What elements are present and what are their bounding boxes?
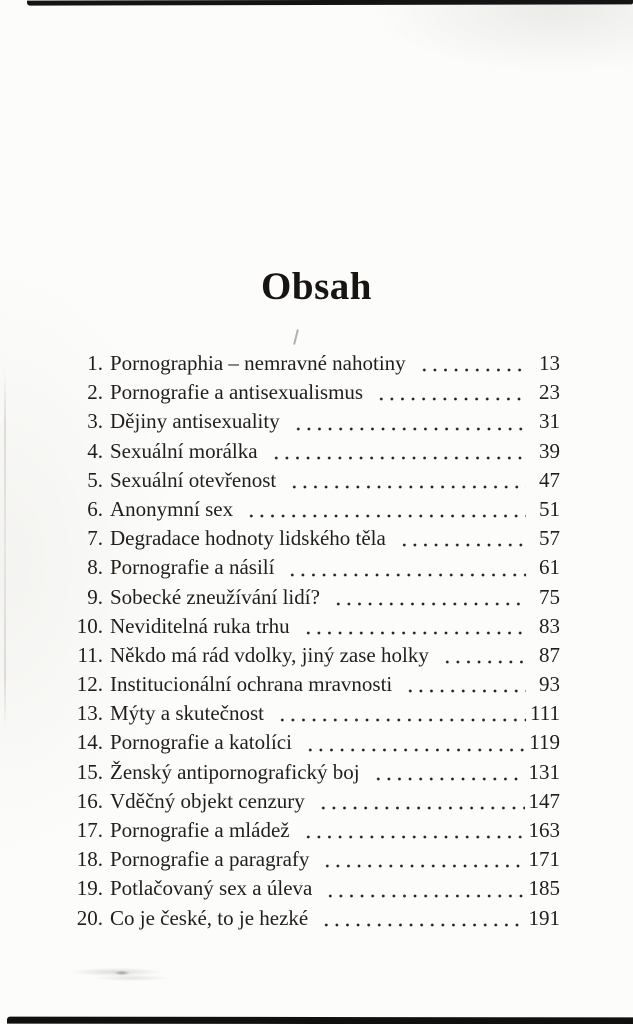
toc-entry-title: Anonymní sex	[110, 496, 234, 521]
toc-entry	[65, 670, 560, 699]
toc-entry-title: Pornografie a antisexualismus	[110, 380, 364, 405]
dot-leader	[244, 495, 526, 524]
toc-entry	[65, 349, 560, 378]
dot-leader	[319, 904, 524, 933]
dot-leader	[371, 758, 525, 787]
toc-entry-page: 131	[528, 759, 560, 784]
toc-entry-number: 2.	[87, 380, 103, 405]
toc-entry-number: 14.	[76, 730, 103, 755]
dot-leader	[301, 612, 526, 641]
toc-entry-page: 57	[539, 526, 560, 551]
scan-smudge	[72, 963, 192, 981]
toc-entry	[65, 641, 560, 670]
toc-entry-number: 7.	[87, 526, 103, 551]
toc-entry-page: 147	[528, 788, 560, 813]
toc-entry-page: 83	[539, 613, 560, 638]
toc-entry-page: 111	[530, 701, 560, 726]
toc-entry-page: 31	[539, 409, 560, 434]
toc-entry-title: Pornografie a katolíci	[110, 730, 292, 755]
toc-entry-number: 4.	[87, 438, 103, 463]
dot-leader	[269, 437, 526, 466]
toc-entry-title: Dějiny antisexuality	[110, 409, 280, 434]
toc-entry-title: Někdo má rád vdolky, jiný zase holky	[110, 642, 429, 667]
dot-leader	[403, 670, 526, 699]
toc-entry-page: 191	[528, 905, 560, 930]
toc-entry-number: 5.	[87, 467, 103, 492]
toc-entry	[65, 378, 560, 407]
dot-leader	[417, 349, 526, 378]
toc-entry-number: 15.	[76, 759, 103, 784]
toc-entry-title: Sobecké zneužívání lidí?	[110, 584, 320, 609]
toc-entry	[65, 904, 560, 933]
scan-edge-bottom	[7, 1017, 633, 1024]
toc-entry	[65, 524, 560, 553]
toc-entry	[65, 787, 560, 816]
toc-entry-number: 3.	[87, 409, 103, 434]
toc-entry-number: 18.	[76, 847, 103, 872]
toc-entry	[65, 758, 560, 787]
toc-entry-page: 171	[528, 847, 560, 872]
toc-entry	[65, 699, 560, 728]
dot-leader	[331, 583, 526, 612]
toc-entry-number: 12.	[76, 672, 103, 697]
toc-entry-title: Sexuální otevřenost	[110, 467, 277, 492]
dot-leader	[374, 378, 526, 407]
toc-entry	[65, 874, 560, 903]
toc-entry-number: 13.	[76, 701, 103, 726]
toc-entry	[65, 495, 560, 524]
toc-entry-number: 17.	[76, 818, 103, 842]
toc-entry-title: Potlačovaný sex a úleva	[110, 876, 313, 901]
toc-entry-title: Degradace hodnoty lidského těla	[110, 526, 386, 551]
toc-entry-page: 75	[539, 584, 560, 609]
toc-entry-number: 16.	[76, 788, 103, 813]
toc-entry-title: Mýty a skutečnost	[110, 701, 264, 726]
toc-entry-page: 185	[528, 876, 560, 901]
toc-entry	[65, 437, 560, 466]
dot-leader	[301, 816, 525, 845]
toc-entry	[65, 816, 560, 845]
toc-entry	[65, 407, 560, 436]
toc-entry-title: Pornographia – nemravné nahotiny	[110, 351, 406, 375]
toc-entry	[65, 466, 560, 495]
toc-entry	[65, 728, 560, 757]
dot-leader	[440, 641, 526, 670]
dot-leader	[323, 874, 524, 903]
toc-entry	[65, 845, 560, 874]
scan-edge-top	[27, 0, 633, 6]
toc-entry	[65, 553, 560, 582]
toc-entry-page: 39	[539, 438, 560, 463]
toc-entry-page: 87	[539, 642, 560, 667]
toc-entry	[65, 612, 560, 641]
toc-entry-page: 119	[529, 730, 560, 755]
toc-entry-title: Vděčný objekt cenzury	[110, 788, 305, 813]
dot-leader	[397, 524, 526, 553]
toc-entry-page: 163	[528, 818, 560, 842]
toc-entry-page: 61	[539, 555, 560, 580]
dot-leader	[316, 787, 525, 816]
toc-entry-title: Co je české, to je hezké	[110, 905, 309, 930]
toc-entry-number: 1.	[87, 351, 103, 375]
toc-entry-title: Pornografie a násilí	[110, 555, 275, 580]
dot-leader	[291, 407, 526, 436]
page-title: Obsah	[261, 265, 372, 308]
toc-entry-title: Ženský antipornografický boj	[110, 759, 360, 784]
toc-entry-number: 19.	[76, 876, 103, 901]
toc-list	[65, 349, 560, 933]
toc-entry-title: Pornografie a mládež	[110, 818, 290, 842]
toc-entry-title: Institucionální ochrana mravnosti	[110, 672, 393, 697]
toc-entry-page: 23	[539, 380, 560, 405]
toc-entry-number: 9.	[87, 584, 103, 609]
dot-leader	[320, 845, 524, 874]
toc-entry-page: 47	[539, 467, 560, 492]
toc-entry-number: 6.	[87, 496, 103, 521]
scan-slash-artifact	[293, 329, 299, 345]
dot-leader	[275, 699, 526, 728]
toc-entry-number: 10.	[76, 613, 103, 638]
dot-leader	[303, 728, 525, 757]
toc-entry-number: 20.	[76, 905, 103, 930]
toc-entry-number: 8.	[87, 555, 103, 580]
dot-leader	[287, 466, 526, 495]
toc-entry-page: 51	[539, 496, 560, 521]
scan-left-crease	[4, 370, 6, 730]
toc-entry-page: 93	[539, 672, 560, 697]
toc-entry	[65, 583, 560, 612]
dot-leader	[285, 553, 526, 582]
toc-entry-title: Sexuální morálka	[110, 438, 258, 463]
toc-entry-number: 11.	[77, 642, 103, 667]
toc-entry-title: Pornografie a paragrafy	[110, 847, 310, 872]
toc-entry-page: 13	[539, 351, 560, 375]
toc-entry-title: Neviditelná ruka trhu	[110, 613, 290, 638]
